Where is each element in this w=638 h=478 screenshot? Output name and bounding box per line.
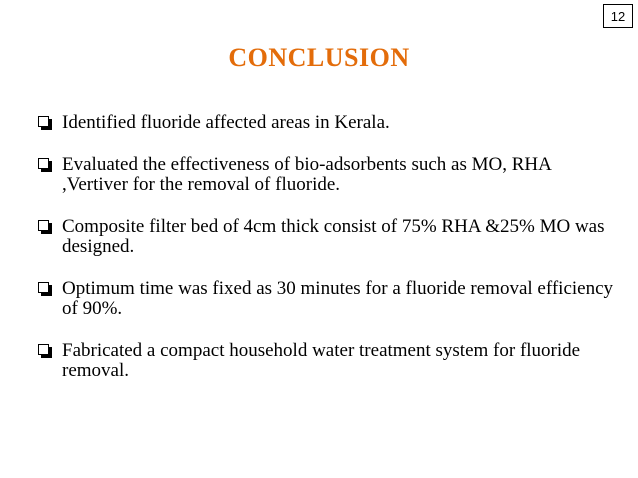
bullet-text: Fabricated a compact household water treatment system for fluoride removal.: [62, 340, 581, 381]
hollow-square-bullet-icon: [38, 116, 49, 127]
hollow-square-bullet-icon: [38, 344, 49, 355]
bullet-text: Composite filter bed of 4cm thick consist of 75% RHA &25% MO was designed.: [62, 216, 605, 257]
bullet-item: [38, 341, 618, 381]
bullet-text: Optimum time was fixed as 30 minutes for a fluoride removal efficiency of 90%.: [62, 278, 614, 319]
bullet-text: Identified fluoride affected areas in Kerala.: [62, 112, 390, 133]
bullet-item: [38, 279, 618, 319]
page-number-box: [603, 4, 633, 28]
bullet-item: [38, 113, 618, 133]
conclusion-bullet-list: [38, 113, 618, 403]
bullet-item: [38, 155, 618, 195]
page-number: 12: [610, 8, 626, 24]
bullet-item: [38, 217, 618, 257]
slide-title: CONCLUSION: [228, 43, 410, 72]
bullet-text: Evaluated the effectiveness of bio-adsorbents such as MO, RHA ,Vertiver for the removal of fluoride.: [62, 154, 551, 195]
hollow-square-bullet-icon: [38, 220, 49, 231]
hollow-square-bullet-icon: [38, 282, 49, 293]
hollow-square-bullet-icon: [38, 158, 49, 169]
